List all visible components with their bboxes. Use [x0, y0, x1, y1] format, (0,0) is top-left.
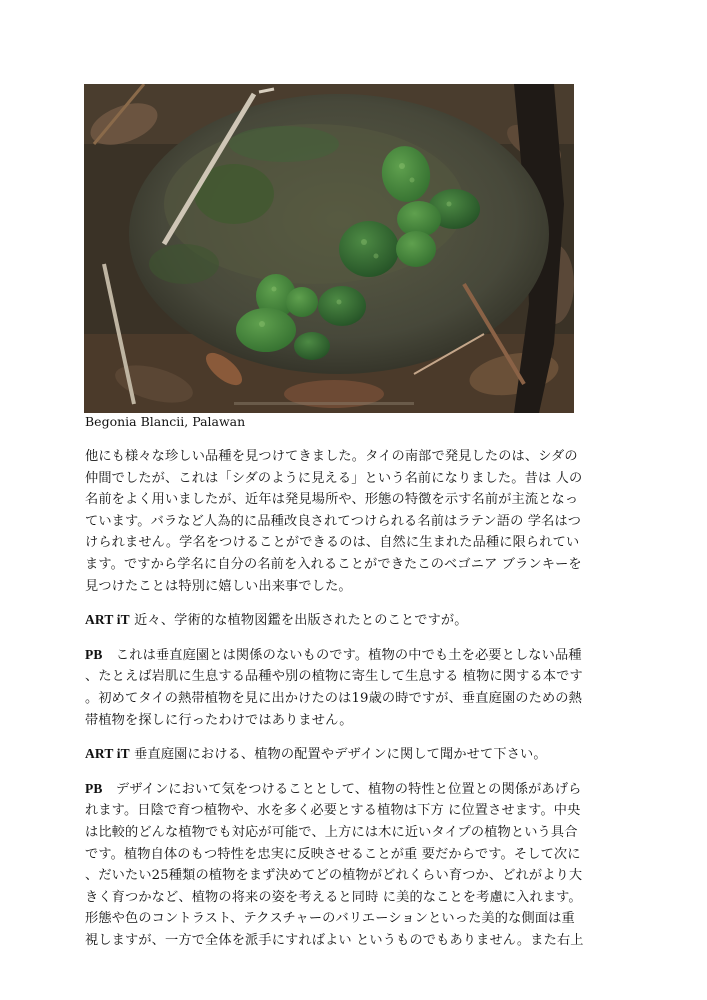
- text-line: 帯植物を探しに行ったわけではありません。: [85, 712, 353, 728]
- paragraph-answer-1: [85, 644, 621, 731]
- text-line: [85, 743, 621, 766]
- text-line: は比較的どんな植物でも対応が可能で、上方には木に近いタイプの植物という具合: [85, 824, 578, 840]
- text-line: [85, 609, 621, 632]
- text-line: ます。ですから学名に自分の名前を入れることができたこのベゴニア ブランキーを: [85, 556, 582, 572]
- begonia-photo-illustration: [84, 84, 574, 413]
- text-line: 見つけたことは特別に嬉しい出来事でした。: [85, 578, 352, 594]
- paragraph-question-1: [85, 609, 621, 632]
- text-line: 。初めてタイの熱帯植物を見に出かけたのは19歳の時ですが、垂直庭園のための熱: [85, 690, 582, 706]
- text-line: [85, 644, 621, 667]
- text-line: ています。バラなど人為的に品種改良されてつけられる名前はラテン語の 学名はつ: [85, 513, 582, 529]
- text-line: [85, 778, 621, 801]
- text-line: 形態や色のコントラスト、テクスチャーのバリエーションといった美的な側面は重: [85, 911, 575, 927]
- speaker-label: ART iT: [85, 746, 130, 762]
- speaker-label: PB: [85, 646, 103, 662]
- text-line: 他にも様々な珍しい品種を見つけてきました。タイの南部で発見したのは、シダの: [85, 449, 578, 464]
- question-text: 垂直庭園における、植物の配置やデザインに関して聞かせて下さい。: [129, 747, 547, 763]
- text-line: れます。日陰で育つ植物や、水を多く必要とする植物は下方 に位置させます。中央: [85, 803, 581, 819]
- text-line: 名前をよく用いましたが、近年は発見場所や、形態の特徴を示す名前が主流となっ: [85, 492, 579, 508]
- answer-text: デザインにおいて気をつけることとして、植物の特性と位置との関係があげら: [102, 781, 582, 797]
- text-line: きく育つかなど、植物の将来の姿を考えると同時 に美的なことを考慮に入れます。: [85, 889, 582, 905]
- text-line: けられません。学名をつけることができるのは、自然に生まれた品種に限られてい: [85, 535, 580, 551]
- begonia-photo: [84, 84, 574, 413]
- text-line: 視しますが、一方で全体を派手にすればよい というものでもありません。また右上: [85, 932, 584, 948]
- speaker-label: PB: [85, 780, 103, 796]
- figure-caption: Begonia Blancii, Palawan: [85, 414, 246, 429]
- text-line: 仲間でしたが、これは「シダのように見える」という名前になりました。昔は 人の: [85, 470, 583, 486]
- answer-text: これは垂直庭園とは関係のないものです。植物の中でも土を必要としない品種: [102, 647, 582, 663]
- article-body: [85, 446, 621, 963]
- speaker-label: ART iT: [85, 612, 130, 628]
- text-line: です。植物自体のもつ特性を忠実に反映させることが重 要だからです。そして次に: [85, 846, 581, 862]
- paragraph-answer-2: [85, 778, 621, 952]
- paragraph-intro: [85, 446, 621, 597]
- question-text: 近々、学術的な植物図鑑を出版されたとのことですが。: [129, 613, 468, 629]
- paragraph-question-2: [85, 743, 621, 766]
- text-line: 、たとえば岩肌に生息する品種や別の植物に寄生して生息する 植物に関する本です: [85, 669, 583, 685]
- text-line: 、だいたい25種類の植物をまず決めてどの植物がどれくらい育つか、どれがより大: [85, 868, 583, 884]
